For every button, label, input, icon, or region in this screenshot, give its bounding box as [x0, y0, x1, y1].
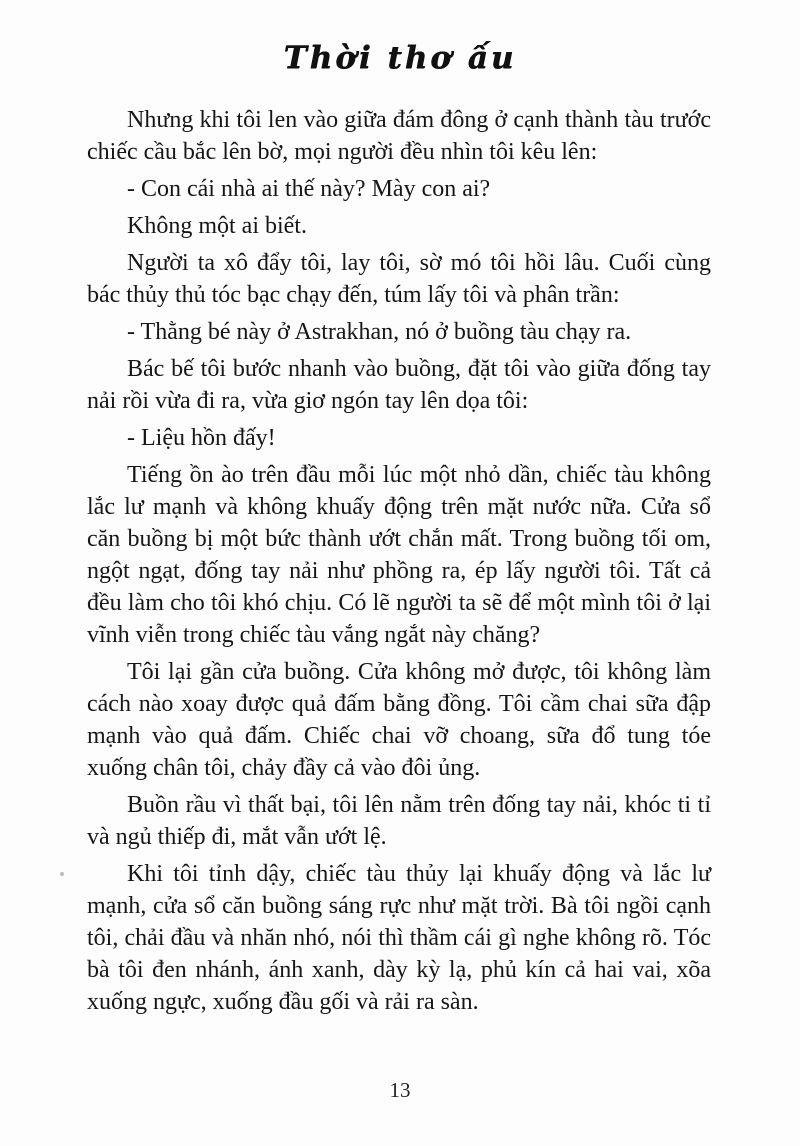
paragraph: Khi tôi tỉnh dậy, chiếc tàu thủy lại khuấy động và lắc lư mạnh, cửa sổ căn buồng sáng rực như mặt trời. Bà tôi ngồi cạnh tôi, chải đầu và nhăn nhó, nói thì thầm cái gì nghe không rõ. Tóc bà tôi đen nhánh, ánh xanh, dày kỳ lạ, phủ kín cả hai vai, xõa xuống ngực, xuống đầu gối và rải ra sàn.	[87, 861, 711, 1015]
paragraph: Tôi lại gần cửa buồng. Cửa không mở được, tôi không làm cách nào xoay được quả đấm bằng đồng. Tôi cầm chai sữa đập mạnh vào quả đấm. Chiếc chai vỡ choang, sữa đổ tung tóe xuống chân tôi, chảy đầy cả vào đôi ủng.	[87, 659, 711, 781]
page-number: 13	[389, 1078, 411, 1102]
chapter-title: Thời thơ ấu	[283, 40, 517, 76]
scan-speck-artifact	[60, 872, 64, 876]
paragraph: Người ta xô đẩy tôi, lay tôi, sờ mó tôi hồi lâu. Cuối cùng bác thủy thủ tóc bạc chạy đến, túm lấy tôi và phân trần:	[87, 250, 711, 308]
paragraph: Nhưng khi tôi len vào giữa đám đông ở cạnh thành tàu trước chiếc cầu bắc lên bờ, mọi người đều nhìn tôi kêu lên:	[87, 107, 711, 165]
text-block	[87, 104, 711, 1023]
paragraph: - Liệu hồn đấy!	[127, 425, 276, 451]
paragraph: Tiếng ồn ào trên đầu mỗi lúc một nhỏ dần, chiếc tàu không lắc lư mạnh và không khuấy động trên mặt nước nữa. Cửa sổ căn buồng bị một bức thành ướt chắn mất. Trong buồng tối om, ngột ngạt, đống tay nải như phồng ra, ép lấy người tôi. Tất cả đều làm cho tôi khó chịu. Có lẽ người ta sẽ để một mình tôi ở lại vĩnh viễn trong chiếc tàu vắng ngắt này chăng?	[87, 462, 711, 648]
paragraph: - Thằng bé này ở Astrakhan, nó ở buồng tàu chạy ra.	[127, 319, 632, 345]
paragraph: Không một ai biết.	[127, 213, 307, 239]
paragraph: Buồn rầu vì thất bại, tôi lên nằm trên đống tay nải, khóc ti tỉ và ngủ thiếp đi, mắt vẫn ướt lệ.	[87, 792, 711, 850]
paragraph: - Con cái nhà ai thế này? Mày con ai?	[127, 176, 491, 202]
paragraph: Bác bế tôi bước nhanh vào buồng, đặt tôi vào giữa đống tay nải rồi vừa đi ra, vừa giơ ngón tay lên dọa tôi:	[87, 356, 711, 414]
